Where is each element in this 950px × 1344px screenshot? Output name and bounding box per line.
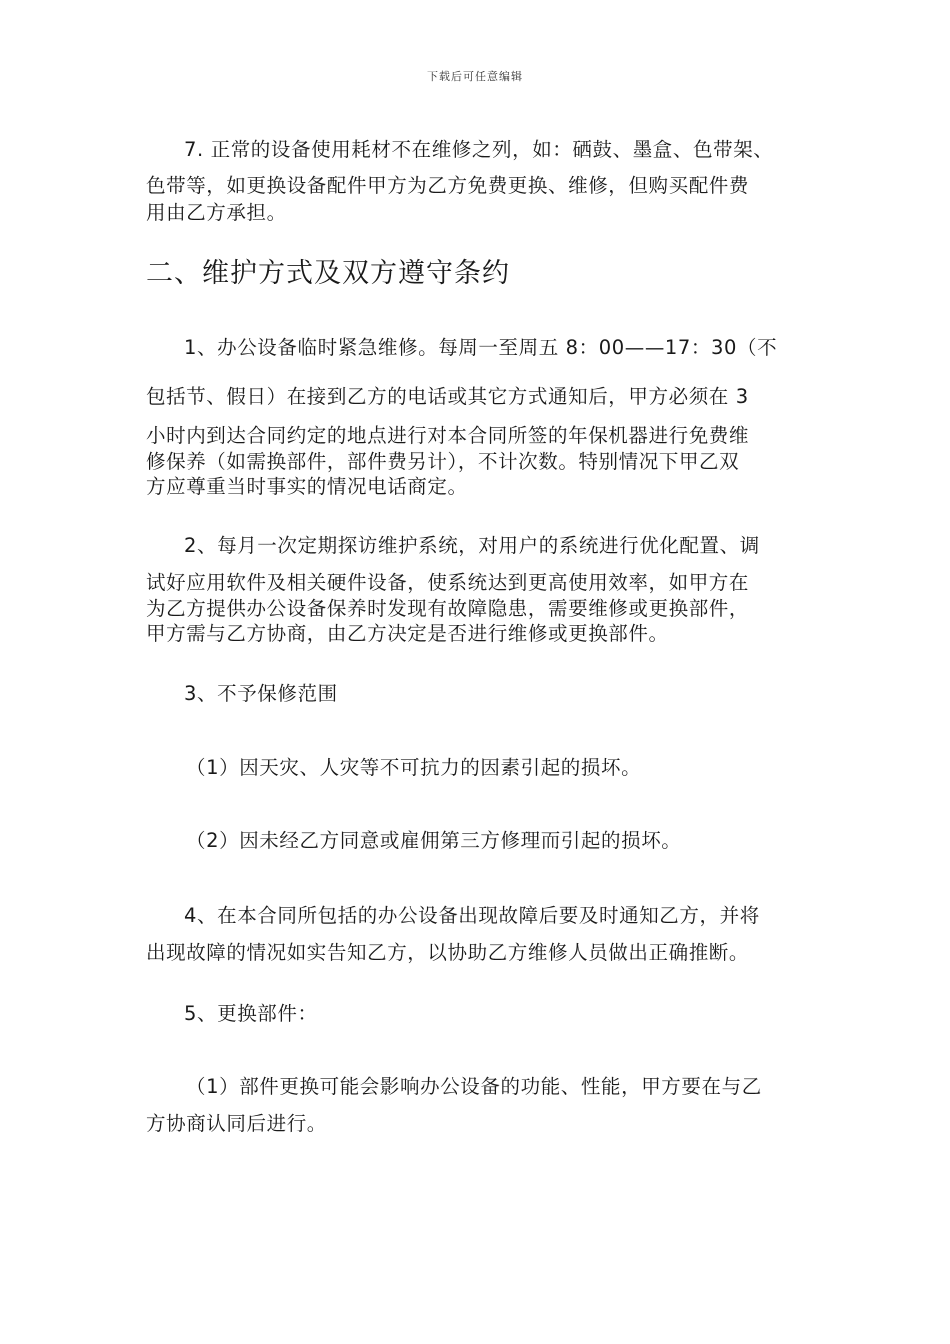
item-1-line-5: 方应尊重当时事实的情况电话商定。 — [146, 475, 468, 498]
item-1-line-1: 1、办公设备临时紧急维修。每周一至周五 8：00——17：30（不 — [184, 336, 778, 359]
item-1-line-2: 包括节、假日）在接到乙方的电话或其它方式通知后，甲方必须在 3 — [146, 385, 749, 408]
clause-7-line-2: 色带等，如更换设备配件甲方为乙方免费更换、维修，但购买配件费 — [146, 174, 750, 197]
item-4-line-1: 4、在本合同所包括的办公设备出现故障后要及时通知乙方，并将 — [184, 904, 760, 927]
item-5-sub-1-line-2: 方协商认同后进行。 — [146, 1112, 327, 1135]
item-5-title: 5、更换部件： — [184, 1002, 318, 1025]
header-note: 下载后可任意编辑 — [427, 70, 523, 83]
item-5-sub-1-line-1: （1）部件更换可能会影响办公设备的功能、性能，甲方要在与乙 — [186, 1075, 762, 1098]
section-heading: 二、维护方式及双方遵守条约 — [146, 258, 510, 289]
item-3-sub-1: （1）因天灾、人灾等不可抗力的因素引起的损坏。 — [186, 756, 642, 779]
item-3-sub-2: （2）因未经乙方同意或雇佣第三方修理而引起的损坏。 — [186, 829, 682, 852]
clause-7-line-3: 用由乙方承担。 — [146, 201, 287, 224]
item-4-line-2: 出现故障的情况如实告知乙方，以协助乙方维修人员做出正确推断。 — [146, 941, 750, 964]
item-2-line-4: 甲方需与乙方协商，由乙方决定是否进行维修或更换部件。 — [146, 622, 669, 645]
clause-7-line-1: 7. 正常的设备使用耗材不在维修之列，如：硒鼓、墨盒、色带架、 — [184, 138, 774, 161]
item-2-line-3: 为乙方提供办公设备保养时发现有故障隐患，需要维修或更换部件， — [146, 597, 750, 620]
item-2-line-2: 试好应用软件及相关硬件设备，使系统达到更高使用效率，如甲方在 — [146, 571, 750, 594]
item-1-line-3: 小时内到达合同约定的地点进行对本合同所签的年保机器进行免费维 — [146, 424, 750, 447]
item-1-line-4: 修保养（如需换部件，部件费另计），不计次数。特别情况下甲乙双 — [146, 450, 740, 473]
item-3-title: 3、不予保修范围 — [184, 682, 338, 705]
item-2-line-1: 2、每月一次定期探访维护系统，对用户的系统进行优化配置、调 — [184, 534, 760, 557]
